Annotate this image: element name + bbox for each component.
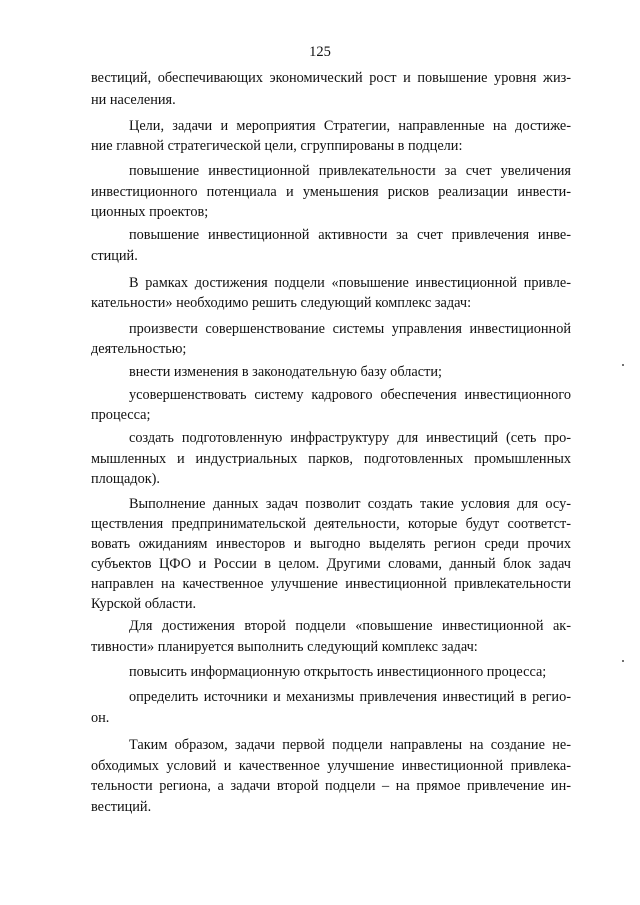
text-line: деятельностью; (91, 341, 187, 357)
text-line: ционных проектов; (91, 204, 209, 220)
text-line: Выполнение данных задач позволит создать такие условия для осу- (129, 496, 571, 512)
text-line: усовершенствовать систему кадрового обеспечения инвестиционного (129, 387, 571, 403)
text-line: ни населения. (91, 92, 176, 108)
text-line: создать подготовленную инфраструктуру для инвестиций (сеть про- (129, 430, 571, 446)
text-line: ние главной стратегической цели, сгруппированы в подцели: (91, 138, 463, 154)
text-line: вестиций, обеспечивающих экономический рост и повышение уровня жиз- (91, 70, 571, 86)
text-line: процесса; (91, 407, 151, 423)
text-line: повысить информационную открытость инвестиционного процесса; (129, 664, 547, 680)
text-line: инвестиционного потенциала и уменьшения рисков реализации инвести- (91, 184, 571, 200)
text-line: тельности региона, а задачи второй подцели – на прямое привлечение ин- (91, 778, 571, 794)
text-line: Для достижения второй подцели «повышение инвестиционной ак- (129, 618, 571, 634)
text-line: Таким образом, задачи первой подцели направлены на создание не- (129, 737, 571, 753)
scan-speck (622, 364, 624, 366)
text-line: ществления предпринимательской деятельности, которые будут соответст- (91, 516, 571, 532)
text-line: обходимых условий и качественное улучшение инвестиционной привлека- (91, 758, 571, 774)
text-line: определить источники и механизмы привлечения инвестиций в регио- (129, 689, 571, 705)
text-line: вовать ожиданиям инвесторов и выгодно выделять регион среди прочих (91, 536, 571, 552)
text-line: он. (91, 710, 110, 726)
scan-speck (622, 660, 624, 662)
text-line: стиций. (91, 248, 138, 264)
text-line: площадок). (91, 471, 160, 487)
text-line: вестиций. (91, 799, 152, 815)
text-line: субъектов ЦФО и России в целом. Другими словами, данный блок задач (91, 556, 571, 572)
text-line: направлен на качественное улучшение инвестиционной привлекательности (91, 576, 571, 592)
text-line: тивности» планируется выполнить следующий комплекс задач: (91, 639, 478, 655)
text-line: В рамках достижения подцели «повышение инвестиционной привле- (129, 275, 571, 291)
text-line: Курской области. (91, 596, 197, 612)
text-line: повышение инвестиционной активности за счет привлечения инве- (129, 227, 571, 243)
text-line: внести изменения в законодательную базу области; (129, 364, 442, 380)
text-line: кательности» необходимо решить следующий комплекс задач: (91, 295, 472, 311)
text-line: мышленных и индустриальных парков, подготовленных промышленных (91, 451, 571, 467)
text-line: повышение инвестиционной привлекательности за счет увеличения (129, 163, 571, 179)
page-number: 125 (309, 44, 331, 60)
text-line: Цели, задачи и мероприятия Стратегии, направленные на достиже- (129, 118, 571, 134)
text-line: произвести совершенствование системы управления инвестиционной (129, 321, 571, 337)
